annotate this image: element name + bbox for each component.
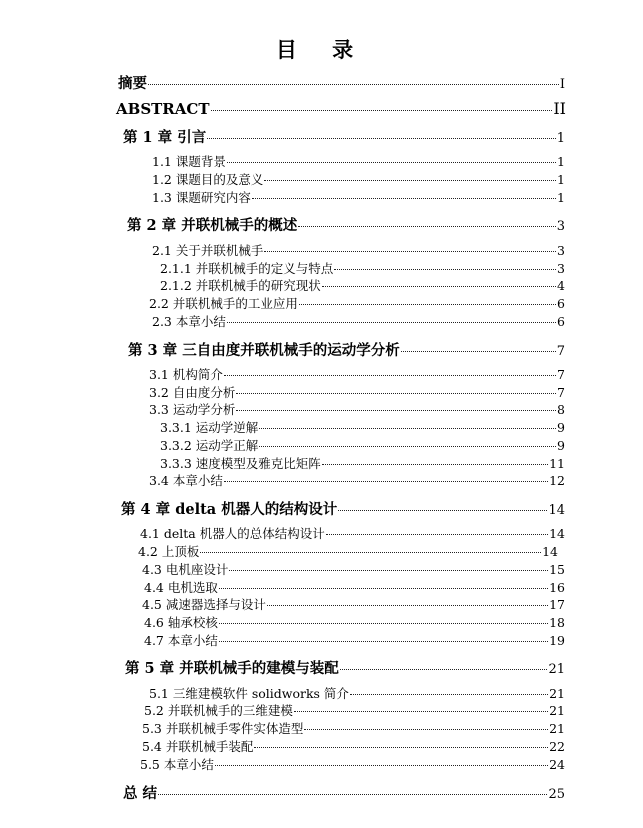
toc-entry[interactable] bbox=[142, 737, 565, 755]
toc-entry[interactable] bbox=[152, 188, 565, 206]
toc-entry[interactable] bbox=[149, 294, 565, 312]
dot-leader bbox=[215, 765, 548, 766]
toc-entry-label: 5.5 本章小结 bbox=[140, 757, 214, 772]
toc-entry-page: 21 bbox=[549, 686, 565, 701]
toc-entry[interactable] bbox=[149, 365, 565, 383]
toc-entry-label: 3.3 运动学分析 bbox=[149, 402, 236, 417]
toc-entry-page: 4 bbox=[557, 278, 565, 293]
dot-leader bbox=[334, 269, 556, 270]
toc-entry-label: 5.4 并联机械手装配 bbox=[142, 739, 254, 754]
dot-leader bbox=[340, 669, 548, 670]
toc-entry-page: 17 bbox=[549, 597, 565, 612]
toc-entry-page: 1 bbox=[557, 154, 565, 169]
dot-leader bbox=[207, 138, 555, 139]
toc-entry[interactable] bbox=[160, 259, 565, 277]
toc-entry-label: ABSTRACT bbox=[116, 100, 210, 118]
toc-entry-page: 6 bbox=[557, 314, 565, 329]
toc-entry-page: 1 bbox=[557, 172, 565, 187]
toc-entry[interactable] bbox=[128, 339, 565, 357]
toc-entry[interactable] bbox=[140, 755, 565, 773]
toc-entry-page: 3 bbox=[557, 261, 565, 276]
toc-entry-label: 第 4 章 delta 机器人的结构设计 bbox=[121, 501, 338, 518]
toc-entry[interactable] bbox=[160, 436, 565, 454]
toc-entry-page: 18 bbox=[549, 615, 565, 630]
toc-entry[interactable] bbox=[160, 418, 565, 436]
toc-entry[interactable] bbox=[144, 578, 565, 596]
dot-leader bbox=[229, 570, 548, 571]
toc-entry-label: 总 结 bbox=[123, 785, 158, 802]
toc-entry[interactable] bbox=[160, 454, 565, 472]
toc-entry-label: 3.4 本章小结 bbox=[149, 473, 223, 488]
dot-leader bbox=[254, 747, 548, 748]
dot-leader bbox=[219, 641, 548, 642]
toc-entry-label: 2.1.1 并联机械手的定义与特点 bbox=[160, 261, 334, 276]
dot-leader bbox=[294, 711, 548, 712]
dot-leader bbox=[322, 286, 556, 287]
dot-leader bbox=[350, 694, 548, 695]
toc-entry-page: 1 bbox=[557, 190, 565, 205]
toc-entry[interactable] bbox=[142, 719, 565, 737]
toc-entry-label: 3.3.3 速度模型及雅克比矩阵 bbox=[160, 456, 321, 471]
toc-entry[interactable] bbox=[144, 613, 565, 631]
toc-entry-page: II bbox=[553, 99, 566, 118]
toc-entry-page: 21 bbox=[548, 662, 565, 677]
toc-entry-page: 16 bbox=[549, 580, 565, 595]
toc-entry-label: 摘要 bbox=[118, 75, 147, 92]
toc-entry-page: 3 bbox=[556, 219, 565, 234]
toc-entry-label: 1.2 课题目的及意义 bbox=[152, 172, 264, 187]
toc-entry-page: 21 bbox=[549, 721, 565, 736]
toc-entry[interactable] bbox=[138, 542, 558, 560]
dot-leader bbox=[227, 322, 556, 323]
toc-entry-label: 2.2 并联机械手的工业应用 bbox=[149, 296, 298, 311]
toc-entry-label: 4.4 电机选取 bbox=[144, 580, 218, 595]
toc-entry-label: 2.1 关于并联机械手 bbox=[152, 243, 264, 258]
page-title: 目 录 bbox=[275, 38, 368, 62]
toc-entry-label: 4.1 delta 机器人的总体结构设计 bbox=[140, 526, 325, 541]
dot-leader bbox=[298, 226, 555, 227]
toc-entry-page: 8 bbox=[557, 402, 565, 417]
toc-entry-page: 15 bbox=[549, 562, 565, 577]
toc-entry-page: 7 bbox=[556, 344, 565, 359]
toc-entry-page: 12 bbox=[549, 473, 565, 488]
dot-leader bbox=[264, 251, 556, 252]
toc-entry[interactable] bbox=[142, 595, 565, 613]
toc-entry-page: 11 bbox=[549, 456, 565, 471]
toc-entry[interactable] bbox=[149, 383, 565, 401]
toc-entry-label: 4.7 本章小结 bbox=[144, 633, 218, 648]
toc-entry-label: 5.3 并联机械手零件实体造型 bbox=[142, 721, 304, 736]
dot-leader bbox=[236, 393, 556, 394]
dot-leader bbox=[224, 481, 548, 482]
dot-leader bbox=[219, 623, 548, 624]
toc-entry-page: 3 bbox=[557, 243, 565, 258]
toc-entry[interactable] bbox=[118, 72, 565, 90]
dot-leader bbox=[158, 794, 547, 795]
dot-leader bbox=[264, 180, 556, 181]
toc-entry-label: 4.6 轴承校核 bbox=[144, 615, 218, 630]
toc-entry-label: 1.3 课题研究内容 bbox=[152, 190, 251, 205]
toc-entry[interactable] bbox=[123, 782, 565, 800]
toc-entry-label: 第 1 章 引言 bbox=[123, 129, 207, 146]
toc-entry-page: 24 bbox=[549, 757, 565, 772]
toc-entry-label: 1.1 课题背景 bbox=[152, 154, 226, 169]
dot-leader bbox=[224, 375, 556, 376]
dot-leader bbox=[200, 552, 541, 553]
toc-entry[interactable] bbox=[149, 400, 565, 418]
toc-entry-label: 3.3.2 运动学正解 bbox=[160, 438, 259, 453]
toc-entry-label: 3.1 机构简介 bbox=[149, 367, 223, 382]
toc-entry-page: 6 bbox=[557, 296, 565, 311]
toc-entry[interactable] bbox=[116, 99, 566, 117]
dot-leader bbox=[299, 304, 556, 305]
dot-leader bbox=[322, 464, 548, 465]
toc-entry-label: 2.3 本章小结 bbox=[152, 314, 226, 329]
toc-entry-label: 3.3.1 运动学逆解 bbox=[160, 420, 259, 435]
dot-leader bbox=[211, 110, 553, 111]
toc-entry-page: 14 bbox=[548, 503, 565, 518]
toc-entry[interactable] bbox=[121, 498, 565, 516]
toc-entry[interactable] bbox=[125, 657, 565, 675]
toc-entry-page: I bbox=[559, 77, 565, 92]
dot-leader bbox=[236, 410, 556, 411]
toc-entry-label: 4.2 上顶板 bbox=[138, 544, 200, 559]
toc-entry-page: 19 bbox=[549, 633, 565, 648]
toc-entry[interactable] bbox=[144, 631, 565, 649]
dot-leader bbox=[267, 605, 548, 606]
toc-entry-label: 2.1.2 并联机械手的研究现状 bbox=[160, 278, 321, 293]
toc-entry-page: 9 bbox=[557, 438, 565, 453]
dot-leader bbox=[219, 588, 548, 589]
toc-entry[interactable] bbox=[152, 152, 565, 170]
toc-entry-page: 7 bbox=[557, 385, 565, 400]
toc-entry-page: 14 bbox=[542, 544, 558, 559]
toc-entry-label: 4.5 减速器选择与设计 bbox=[142, 597, 266, 612]
dot-leader bbox=[304, 729, 548, 730]
dot-leader bbox=[338, 510, 547, 511]
toc-entry-label: 第 2 章 并联机械手的概述 bbox=[127, 217, 298, 234]
dot-leader bbox=[227, 162, 556, 163]
toc-entry-page: 22 bbox=[549, 739, 565, 754]
toc-entry-label: 3.2 自由度分析 bbox=[149, 385, 236, 400]
toc-entry[interactable] bbox=[152, 241, 565, 259]
toc-entry[interactable] bbox=[160, 276, 565, 294]
toc-entry[interactable] bbox=[149, 471, 565, 489]
dot-leader bbox=[252, 198, 556, 199]
toc-entry[interactable] bbox=[142, 560, 565, 578]
toc-entry-label: 5.2 并联机械手的三维建模 bbox=[144, 703, 293, 718]
dot-leader bbox=[259, 446, 556, 447]
toc-entry-page: 21 bbox=[549, 703, 565, 718]
toc-entry-label: 第 5 章 并联机械手的建模与装配 bbox=[125, 660, 339, 677]
toc-entry-page: 14 bbox=[549, 526, 565, 541]
toc-entry-label: 4.3 电机座设计 bbox=[142, 562, 229, 577]
toc-entry-page: 1 bbox=[556, 131, 565, 146]
toc-entry[interactable] bbox=[127, 214, 565, 232]
toc-entry-page: 9 bbox=[557, 420, 565, 435]
toc-entry[interactable] bbox=[152, 170, 565, 188]
toc-entry-page: 25 bbox=[548, 787, 565, 802]
toc-entry[interactable] bbox=[152, 312, 565, 330]
toc-entry[interactable] bbox=[144, 701, 565, 719]
toc-entry-page: 7 bbox=[557, 367, 565, 382]
dot-leader bbox=[326, 534, 548, 535]
toc-entry[interactable] bbox=[149, 684, 565, 702]
dot-leader bbox=[259, 428, 556, 429]
toc-entry[interactable] bbox=[140, 524, 565, 542]
toc-entry-label: 第 3 章 三自由度并联机械手的运动学分析 bbox=[128, 342, 400, 359]
dot-leader bbox=[401, 351, 556, 352]
toc-entry[interactable] bbox=[123, 126, 565, 144]
dot-leader bbox=[148, 84, 559, 85]
toc-entry-label: 5.1 三维建模软件 solidworks 简介 bbox=[149, 686, 349, 701]
